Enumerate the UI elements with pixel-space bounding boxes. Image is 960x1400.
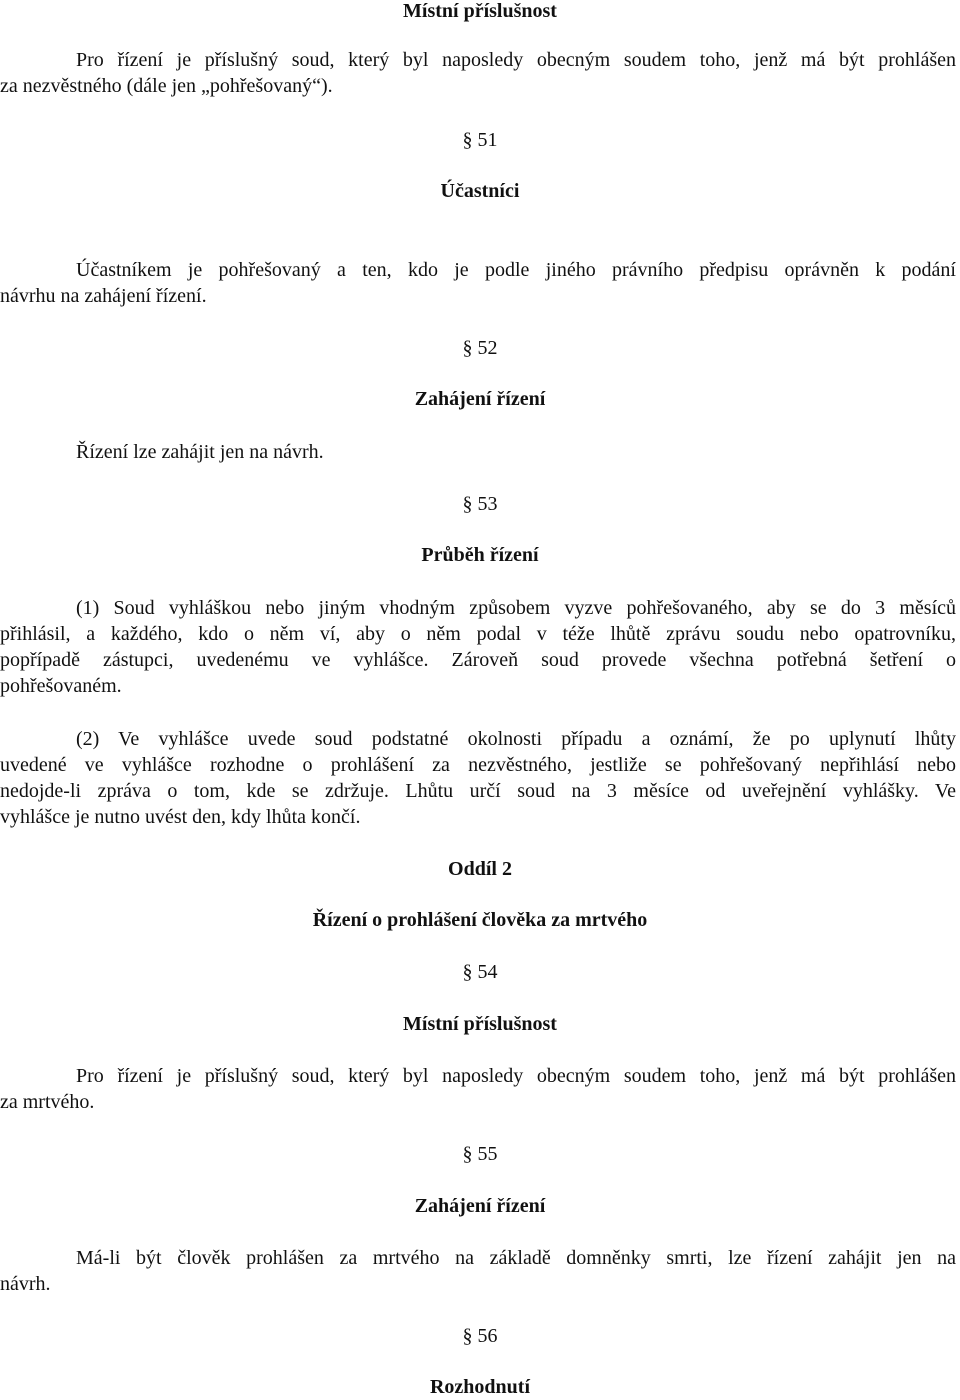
section-title-mistni-prislusnost: Místní příslušnost [403,1013,557,1035]
paragraph-line: pohřešovaném. [0,675,122,697]
paragraph-line: návrh. [0,1273,51,1295]
section-number-51: § 51 [462,129,498,151]
paragraph-line: vyhlášce je nutno uvést den, kdy lhůta končí. [0,806,361,828]
section-number-54: § 54 [462,961,498,983]
paragraph-line: za nezvěstného (dále jen „pohřešovaný“). [0,75,333,97]
section-title-zahajeni-rizeni: Zahájení řízení [414,388,546,410]
paragraph-line: nedojde-li zpráva o tom, kde se zdržuje. Lhůtu určí soud na 3 měsíce od uveřejnění vyhlášky. Ve [0,780,956,802]
paragraph-line: přihlásil, a každého, kdo o něm ví, aby o něm podal v téže lhůtě zprávu soudu nebo opatrovníku, [0,623,956,645]
division-title: Řízení o prohlášení člověka za mrtvého [312,909,648,931]
paragraph-line: Má-li být člověk prohlášen za mrtvého na základě domněnky smrti, lze řízení zahájit jen na [76,1247,956,1269]
section-title-mistni-prislusnost: Místní příslušnost [403,0,557,22]
paragraph-line: Účastníkem je pohřešovaný a ten, kdo je podle jiného právního předpisu oprávněn k podání [76,259,956,281]
section-number-53: § 53 [462,493,498,515]
section-number-55: § 55 [462,1143,498,1165]
section-number-52: § 52 [462,337,498,359]
paragraph-line: popřípadě zástupci, uvedenému ve vyhlášce. Zároveň soud provede všechna potřebná šetření o [0,649,956,671]
section-title-rozhodnuti: Rozhodnutí [429,1376,531,1398]
paragraph-line: uvedené ve vyhlášce rozhodne o prohlášení za nezvěstného, jestliže se pohřešovaný nepřihlásí nebo [0,754,956,776]
paragraph-line: Pro řízení je příslušný soud, který byl naposledy obecným soudem toho, jenž má být prohlášen [76,49,956,71]
section-number-56: § 56 [462,1325,498,1347]
section-title-prubeh-rizeni: Průběh řízení [421,544,539,566]
paragraph-line: za mrtvého. [0,1091,95,1113]
paragraph-line: (2) Ve vyhlášce uvede soud podstatné okolnosti případu a oznámí, že po uplynutí lhůty [76,728,956,750]
paragraph-line: Řízení lze zahájit jen na návrh. [76,441,324,463]
division-label: Oddíl 2 [448,858,512,880]
paragraph-line: návrhu na zahájení řízení. [0,285,207,307]
section-title-zahajeni-rizeni: Zahájení řízení [414,1195,546,1217]
paragraph-line: Pro řízení je příslušný soud, který byl naposledy obecným soudem toho, jenž má být prohlášen [76,1065,956,1087]
paragraph-line: (1) Soud vyhláškou nebo jiným vhodným způsobem vyzve pohřešovaného, aby se do 3 měsíců [76,597,956,619]
section-title-ucastnici: Účastníci [440,180,520,202]
